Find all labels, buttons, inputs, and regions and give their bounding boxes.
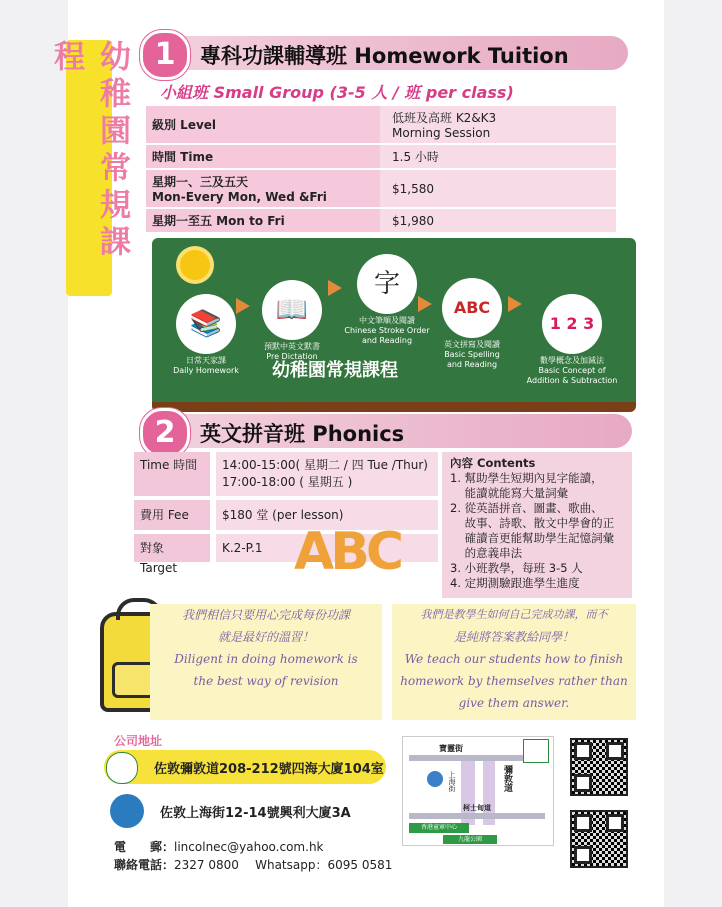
row-label: 星期一、三及五天 <box>152 175 249 189</box>
whatsapp-number: 6095 0581 <box>327 858 393 872</box>
books-icon: 📚 <box>176 294 236 354</box>
contact-heading: 公司地址 <box>114 734 163 748</box>
arrow-icon <box>236 298 250 314</box>
email-line: 電 郵：lincolnec@yahoo.com.hk <box>114 840 324 854</box>
map-landmark: 九龍公園 <box>443 835 497 844</box>
step-math-concepts: 1 2 3 數學概念及加減法 Basic Concept of Addition & Subtraction <box>524 294 620 386</box>
row-label: 時間 Time <box>146 145 380 168</box>
address2: 佐敦上海街12-14號興利大廈3A <box>160 806 351 821</box>
arrow-icon <box>328 280 342 296</box>
arrow-icon <box>418 296 432 312</box>
contents-title: 內容 Contents <box>450 456 536 470</box>
row-value: 1.5 小時 <box>380 145 616 168</box>
row-value: $1,980 <box>380 209 616 232</box>
table-row <box>146 145 616 168</box>
arrow-icon <box>508 296 522 312</box>
row-label: 級別 Level <box>146 106 380 143</box>
sun-icon <box>180 250 210 280</box>
chinese-character-icon: 字 <box>357 254 417 314</box>
abc-board-icon: ABC <box>442 278 502 338</box>
logo-icon <box>110 794 144 828</box>
step-daily-homework: 📚 日常天家課 Daily Homework <box>166 294 246 376</box>
abc-letters: ABC <box>294 522 401 582</box>
curriculum-chalkboard <box>152 238 636 412</box>
map-street-bottom: 柯士甸道 <box>463 804 491 812</box>
table-row <box>146 209 616 232</box>
row-label: 星期一至五 Mon to Fri <box>146 209 380 232</box>
table-row <box>146 170 616 207</box>
note-left: 我們相信只要用心完成每份功課 就是最好的溫習！ Diligent in doing homework is the best way of revision <box>150 604 382 720</box>
address1-banner <box>104 750 386 784</box>
homework-tuition-table <box>146 104 616 234</box>
contents-item: 的意義串法 <box>450 546 523 560</box>
contents-item: 1. 幫助學生短期內見字能讀， <box>450 471 603 485</box>
side-title-block <box>48 40 130 296</box>
section2-number: 2 <box>140 408 190 458</box>
step-chinese-stroke: 字 中文筆順及閱讀 Chinese Stroke Order and Reading <box>342 254 432 346</box>
qr-code-icon <box>570 810 628 868</box>
row-value-sub: Morning Session <box>392 126 491 140</box>
row-value: $1,580 <box>380 170 616 207</box>
section1-subtitle: 小組班 Small Group (3-5 人 / 班 per class) <box>160 83 514 102</box>
location-map <box>402 736 554 846</box>
contents-item: 3. 小班教學，每班 3-5 人 <box>450 561 583 575</box>
map-street-mid: 上海街 <box>448 771 456 792</box>
contents-item: 確讀音更能幫助學生記憶詞彙 <box>450 531 615 545</box>
contents-item: 故事、詩歌、散文中學會的正 <box>450 516 615 530</box>
time-label: Time 時間 <box>134 452 210 496</box>
address1: 佐敦彌敦道208-212號四海大廈104室 <box>154 762 384 777</box>
fee-label: 費用 Fee <box>134 500 210 530</box>
phone-line: 聯絡電話：2327 0800 Whatsapp：6095 0581 <box>114 858 393 872</box>
phone-number: 2327 0800 <box>174 858 239 872</box>
numbers-icon: 1 2 3 <box>542 294 602 354</box>
logo-icon <box>106 752 138 784</box>
step-english-spelling: ABC 英文拼寫及閱讀 Basic Spelling and Reading <box>432 278 512 370</box>
open-book-icon: 📖 <box>262 280 322 340</box>
chalkboard-title: 幼稚園常規課程 <box>272 360 398 381</box>
fee-value: $180 堂 (per lesson) <box>216 500 438 530</box>
map-marker-icon <box>427 771 443 787</box>
section1-title: 專科功課輔導班 Homework Tuition <box>200 44 569 68</box>
contents-item: 4. 定期測驗跟進學生進度 <box>450 576 580 590</box>
contents-box <box>442 452 632 598</box>
contents-item: 2. 從英語拼音、圖畫、歌曲、 <box>450 501 603 515</box>
row-label-sub: Mon-Every Mon, Wed &Fri <box>152 190 327 204</box>
time-value: 14:00-15:00( 星期二 / 四 Tue /Thur) <box>222 458 428 472</box>
phonics-details <box>134 452 634 600</box>
abc-kids-illustration <box>294 522 400 582</box>
table-row <box>146 106 616 143</box>
step-pre-dictation: 📖 預默中英文默書 Pre Dictation <box>252 280 332 362</box>
map-street-right: 彌敦道 <box>502 765 512 792</box>
email-link[interactable]: lincolnec@yahoo.com.hk <box>174 840 324 854</box>
row-value: 低班及高班 K2&K3 <box>392 111 497 125</box>
qr-code-icon <box>570 738 628 796</box>
section1-banner <box>146 36 628 70</box>
logo-icon <box>523 739 549 763</box>
target-label: 對象 Target <box>134 534 210 562</box>
section1-number: 1 <box>140 30 190 80</box>
contents-item: 能讀就能寫大量詞彙 <box>450 486 569 500</box>
time-value-sub: 17:00-18:00 ( 星期五 ) <box>222 475 353 489</box>
section2-banner <box>146 414 632 448</box>
section2-title: 英文拼音班 Phonics <box>200 422 405 446</box>
map-street-top: 寶靈街 <box>439 744 463 753</box>
target-value: K.2-P.1 <box>216 534 438 562</box>
map-landmark: 香港童軍中心 <box>409 823 469 833</box>
side-title: 幼稚園常規課程 <box>48 40 130 262</box>
note-right: 我們是教學生如何自己完成功課，而不 是純將答案教給同學！ We teach our students how to finish homework by themselves rather than give them answer. <box>392 604 636 720</box>
